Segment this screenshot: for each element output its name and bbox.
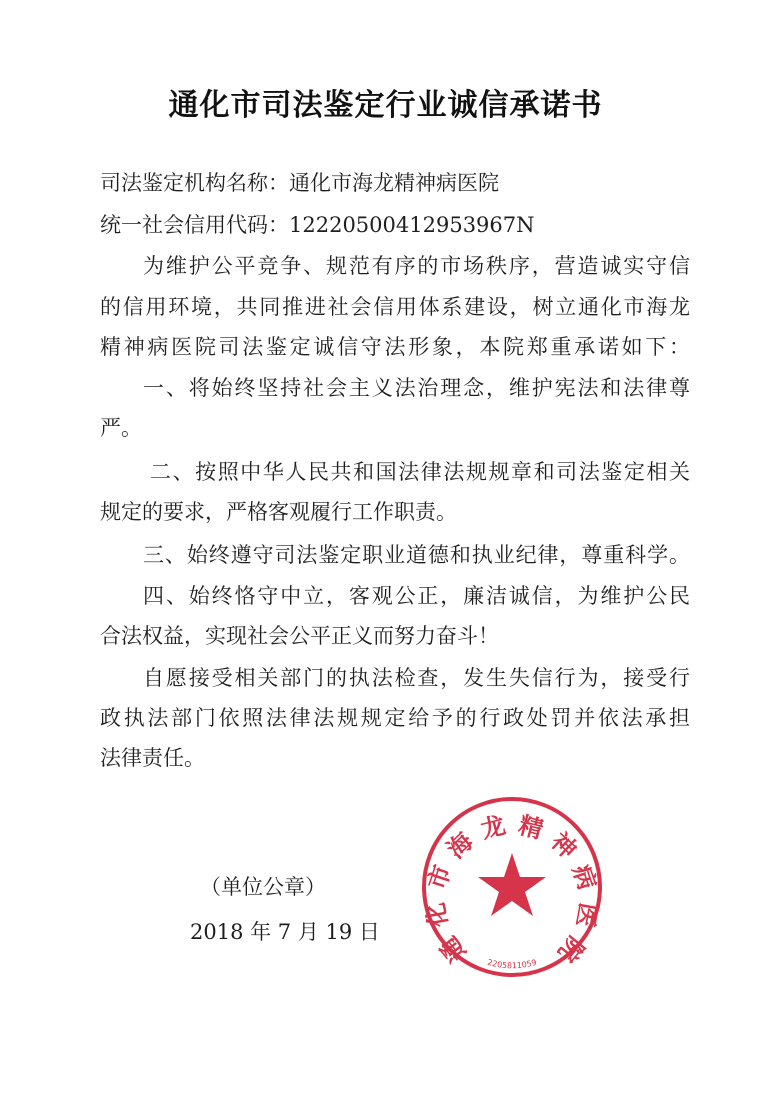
date: 2018 年 7 月 19 日 [190,920,380,944]
intro-line: 为维护公平竞争、规范有序的市场秩序，营造诚实守信 [143,254,690,278]
document-title: 通化市司法鉴定行业诚信承诺书 [168,88,603,123]
svg-text:2205811059 [486,958,537,971]
closing-line: 自愿接受相关部门的执法检查，发生失信行为，接受行 [143,666,690,690]
closing-line: 法律责任。 [100,746,205,770]
pledge-item-2: 规定的要求，严格客观履行工作职责。 [100,500,457,524]
pledge-item-1: 严。 [100,416,142,440]
star-icon [478,853,546,916]
seal-text: 通化市海龙精神病医院 [421,811,603,968]
pledge-item-1: 一、将始终坚持社会主义法治理念，维护宪法和法律尊 [143,376,690,400]
pledge-item-2: 二、按照中华人民共和国法律法规规章和司法鉴定相关 [150,460,690,484]
org-name: 司法鉴定机构名称：通化市海龙精神病医院 [100,171,499,195]
intro-line: 的信用环境，共同推进社会信用体系建设，树立通化市海龙 [100,295,690,319]
seal-number: 2205811059 [486,957,538,971]
official-seal [420,795,604,979]
pledge-item-4: 合法权益，实现社会公平正义而努力奋斗！ [100,624,499,648]
seal-label: （单位公章） [200,875,326,899]
pledge-item-4: 四、始终恪守中立，客观公正，廉洁诚信，为维护公民 [143,584,690,608]
closing-line: 政执法部门依照法律法规规定给予的行政处罚并依法承担 [100,706,690,730]
intro-line: 精神病医院司法鉴定诚信守法形象，本院郑重承诺如下： [100,335,690,359]
credit-code: 统一社会信用代码：12220500412953967N [100,213,535,237]
pledge-item-3: 三、始终遵守司法鉴定职业道德和执业纪律，尊重科学。 [143,543,690,567]
